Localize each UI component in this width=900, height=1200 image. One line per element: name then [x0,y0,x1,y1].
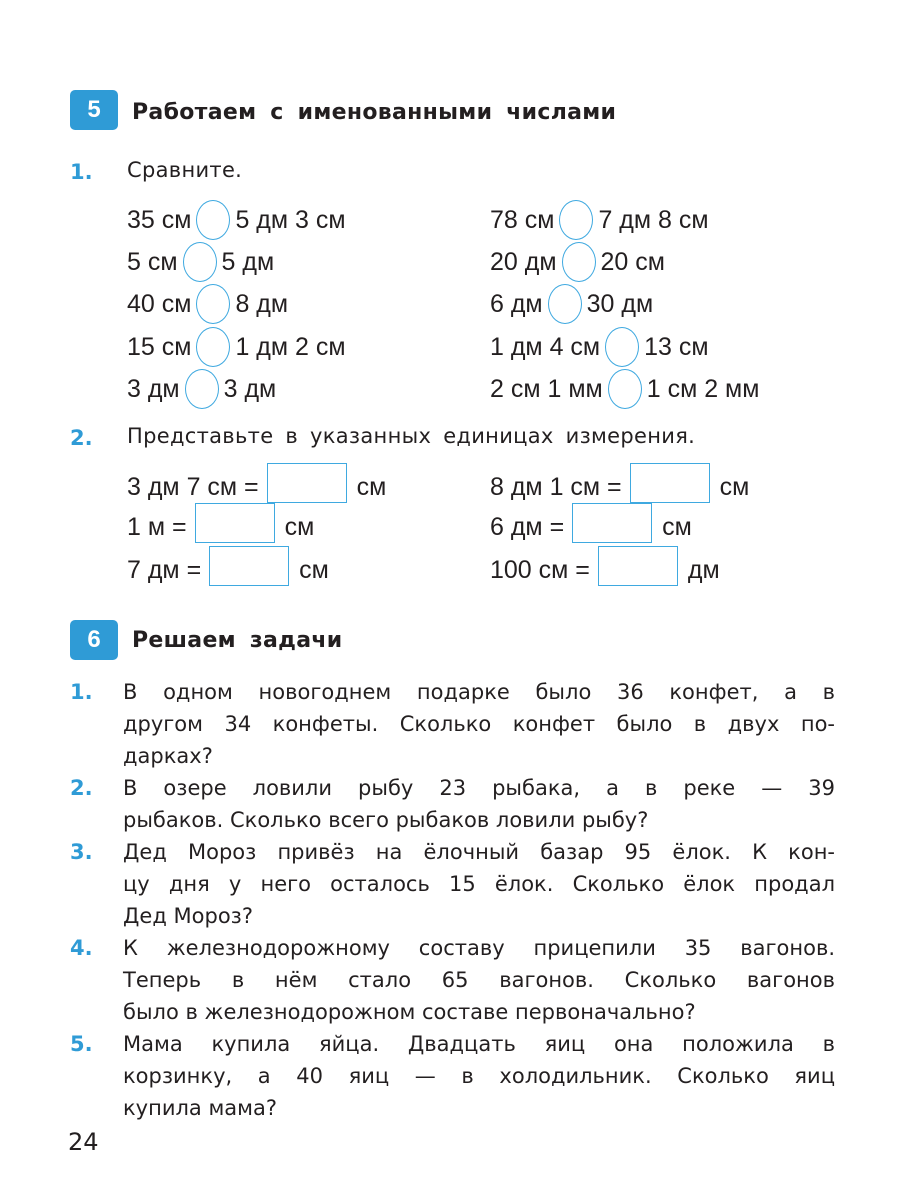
compare-right-value: 1 дм 2 см [235,332,346,361]
compare-sign-circle[interactable] [196,200,230,240]
compare-sign-circle[interactable] [605,327,639,367]
task-text-line: купила мама? [123,1096,278,1120]
section-6-badge: 6 [70,620,118,660]
conversion-expression: 1 м = [127,512,187,541]
conversion-unit: см [299,555,329,584]
task-text-line: Дед Мороз? [123,904,253,928]
compare-right-value: 1 см 2 мм [646,374,760,403]
compare-left-value: 6 дм [490,289,543,318]
task-number: 1. [70,680,93,704]
task-text-line: К железнодорожному составу прицепили 35 вагонов. [123,936,835,960]
conversion-row [127,548,329,592]
compare-row [490,282,653,326]
task-number: 2. [70,776,93,800]
task-text-line: В одном новогоднем подарке было 36 конфет, а в [123,680,835,704]
conversion-expression: 3 дм 7 см = [127,472,259,501]
section-6-title: Решаем задачи [132,628,343,653]
compare-sign-circle[interactable] [562,242,596,282]
conversion-unit: см [662,512,692,541]
compare-left-value: 1 дм 4 см [490,332,601,361]
task-text-line: Дед Мороз привёз на ёлочный базар 95 ёлок. К кон- [123,840,835,864]
compare-sign-circle[interactable] [183,242,217,282]
exercise-2-instruction: Представьте в указанных единицах измерения. [127,424,696,448]
compare-row [127,367,276,411]
compare-right-value: 5 дм 3 см [235,205,346,234]
task-text-line: другом 34 конфеты. Сколько конфет было в двух по- [123,712,835,736]
conversion-expression: 7 дм = [127,555,202,584]
compare-sign-circle[interactable] [548,284,582,324]
conversion-expression: 100 см = [490,555,590,584]
task-text-line: В озере ловили рыбу 23 рыбака, а в реке — 39 [123,776,835,800]
task-item [70,772,840,836]
conversion-row [490,548,720,592]
task-text-line: дарках? [123,744,213,768]
task-text-line: Мама купила яйца. Двадцать яиц она положила в [123,1032,835,1056]
task-text-line: Теперь в нём стало 65 вагонов. Сколько вагонов [123,968,835,992]
compare-left-value: 15 см [127,332,192,361]
compare-left-value: 2 см 1 мм [490,374,603,403]
task-item [70,836,840,932]
conversion-unit: см [356,472,387,501]
exercise-1-instruction: Сравните. [127,158,243,182]
compare-right-value: 7 дм 8 см [598,205,709,234]
compare-right-value: 3 дм [223,374,277,403]
compare-left-value: 20 дм [490,247,557,276]
task-number: 3. [70,840,93,864]
compare-row [490,240,665,284]
compare-sign-circle[interactable] [185,369,219,409]
compare-row [490,325,709,369]
answer-box[interactable] [195,503,275,543]
task-number: 4. [70,936,93,960]
compare-row [127,240,274,284]
task-text-line: было в железнодорожном составе первоначально? [123,1000,696,1024]
section-5-title: Работаем с именованными числами [132,100,617,125]
compare-sign-circle[interactable] [196,327,230,367]
exercise-1-number: 1. [70,160,93,184]
compare-right-value: 30 дм [586,289,654,318]
compare-right-value: 20 см [600,247,665,276]
compare-left-value: 3 дм [127,374,180,403]
conversion-expression: 8 дм 1 см = [490,472,622,501]
compare-left-value: 40 см [127,289,192,318]
task-item [70,1028,840,1124]
compare-left-value: 78 см [490,205,555,234]
compare-row [490,367,759,411]
compare-row [127,198,346,242]
answer-box[interactable] [209,546,289,586]
task-item [70,676,840,772]
compare-sign-circle[interactable] [608,369,642,409]
compare-row [127,325,346,369]
compare-right-value: 8 дм [235,289,289,318]
compare-right-value: 5 дм [221,247,275,276]
task-text-line: рыбаков. Сколько всего рыбаков ловили рыбу? [123,808,649,832]
conversion-row [127,505,314,549]
compare-sign-circle[interactable] [196,284,230,324]
compare-right-value: 13 см [644,332,709,361]
answer-box[interactable] [630,463,710,503]
compare-sign-circle[interactable] [559,200,593,240]
page-number: 24 [68,1128,99,1156]
compare-row [490,198,709,242]
task-item [70,932,840,1028]
task-text-line: корзинку, а 40 яиц — в холодильник. Сколько яиц [123,1064,835,1088]
compare-left-value: 5 см [127,247,178,276]
answer-box[interactable] [267,463,347,503]
conversion-unit: см [284,512,315,541]
conversion-expression: 6 дм = [490,512,565,541]
answer-box[interactable] [598,546,678,586]
exercise-2-number: 2. [70,426,93,450]
conversion-unit: дм [687,555,720,584]
conversion-unit: см [719,472,750,501]
compare-left-value: 35 см [127,205,192,234]
section-5-badge: 5 [70,90,118,130]
compare-row [127,282,288,326]
conversion-row [490,505,692,549]
answer-box[interactable] [572,503,652,543]
task-text-line: цу дня у него осталось 15 ёлок. Сколько ёлок продал [123,872,835,896]
task-number: 5. [70,1032,93,1056]
